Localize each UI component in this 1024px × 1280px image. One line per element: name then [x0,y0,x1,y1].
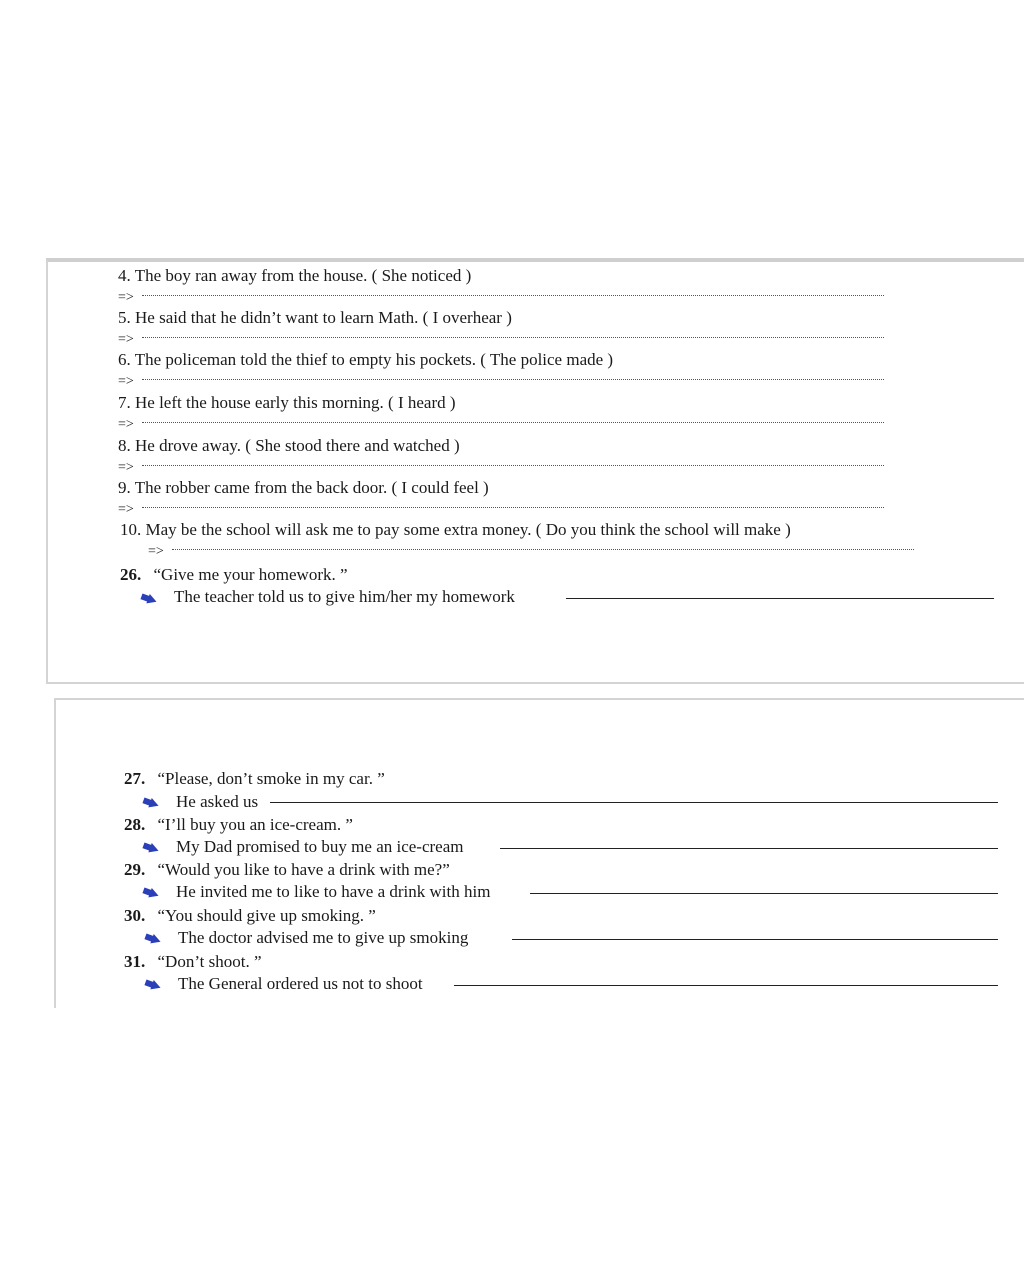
question-quote: “Would you like to have a drink with me?” [157,860,450,879]
question-quote: “You should give up smoking. ” [157,906,376,925]
question-number: 28. [124,815,146,834]
exercise-8: 8. He drove away. ( She stood there and watched ) [118,436,460,455]
answer-prefix-9: => [118,502,134,517]
answer-text-30: The doctor advised me to give up smoking [178,928,469,947]
answer-text-29: He invited me to like to have a drink with him [176,882,491,901]
pointing-hand-icon [142,841,160,855]
answer-line-8[interactable] [142,465,884,466]
answer-line-5[interactable] [142,337,884,338]
answer-line-31[interactable] [454,985,998,986]
pointing-hand-icon [142,796,160,810]
exercise-5: 5. He said that he didn’t want to learn Math. ( I overhear ) [118,308,512,327]
answer-line-30[interactable] [512,939,998,940]
question-number: 30. [124,906,146,925]
answer-prefix-4: => [118,290,134,305]
question-number: 26. [120,565,142,584]
answer-line-6[interactable] [142,379,884,380]
pointing-hand-icon [144,932,162,946]
pointing-hand-icon [144,978,162,992]
exercise-6: 6. The policeman told the thief to empty his pockets. ( The police made ) [118,350,614,369]
question-quote: “Please, don’t smoke in my car. ” [157,769,385,788]
question-27 [124,769,385,789]
answer-prefix-8: => [118,460,134,475]
question-26 [120,565,348,585]
question-30 [124,906,376,926]
answer-prefix-5: => [118,332,134,347]
answer-line-10[interactable] [172,549,914,550]
answer-line-26[interactable] [566,598,994,599]
question-quote: “I’ll buy you an ice-cream. ” [157,815,353,834]
answer-text-26: The teacher told us to give him/her my homework [174,587,515,606]
question-29 [124,860,450,880]
pointing-hand-icon [140,592,158,606]
exercise-4: 4. The boy ran away from the house. ( She noticed ) [118,266,472,285]
answer-prefix-6: => [118,374,134,389]
exercise-7: 7. He left the house early this morning. ( I heard ) [118,393,456,412]
answer-prefix-10: => [148,544,164,559]
answer-line-4[interactable] [142,295,884,296]
answer-prefix-7: => [118,417,134,432]
answer-text-28: My Dad promised to buy me an ice-cream [176,837,464,856]
answer-text-27: He asked us [176,792,259,811]
question-28 [124,815,353,835]
question-number: 27. [124,769,146,788]
question-number: 31. [124,952,146,971]
answer-line-7[interactable] [142,422,884,423]
exercise-10: 10. May be the school will ask me to pay some extra money. ( Do you think the school will make ) [120,520,791,539]
exercise-9: 9. The robber came from the back door. ( I could feel ) [118,478,489,497]
answer-line-29[interactable] [530,893,998,894]
answer-line-9[interactable] [142,507,884,508]
question-number: 29. [124,860,146,879]
question-quote: “Don’t shoot. ” [157,952,262,971]
answer-line-27[interactable] [270,802,998,803]
question-quote: “Give me your homework. ” [153,565,348,584]
pointing-hand-icon [142,886,160,900]
answer-line-28[interactable] [500,848,998,849]
answer-text-31: The General ordered us not to shoot [178,974,423,993]
question-31 [124,952,262,972]
